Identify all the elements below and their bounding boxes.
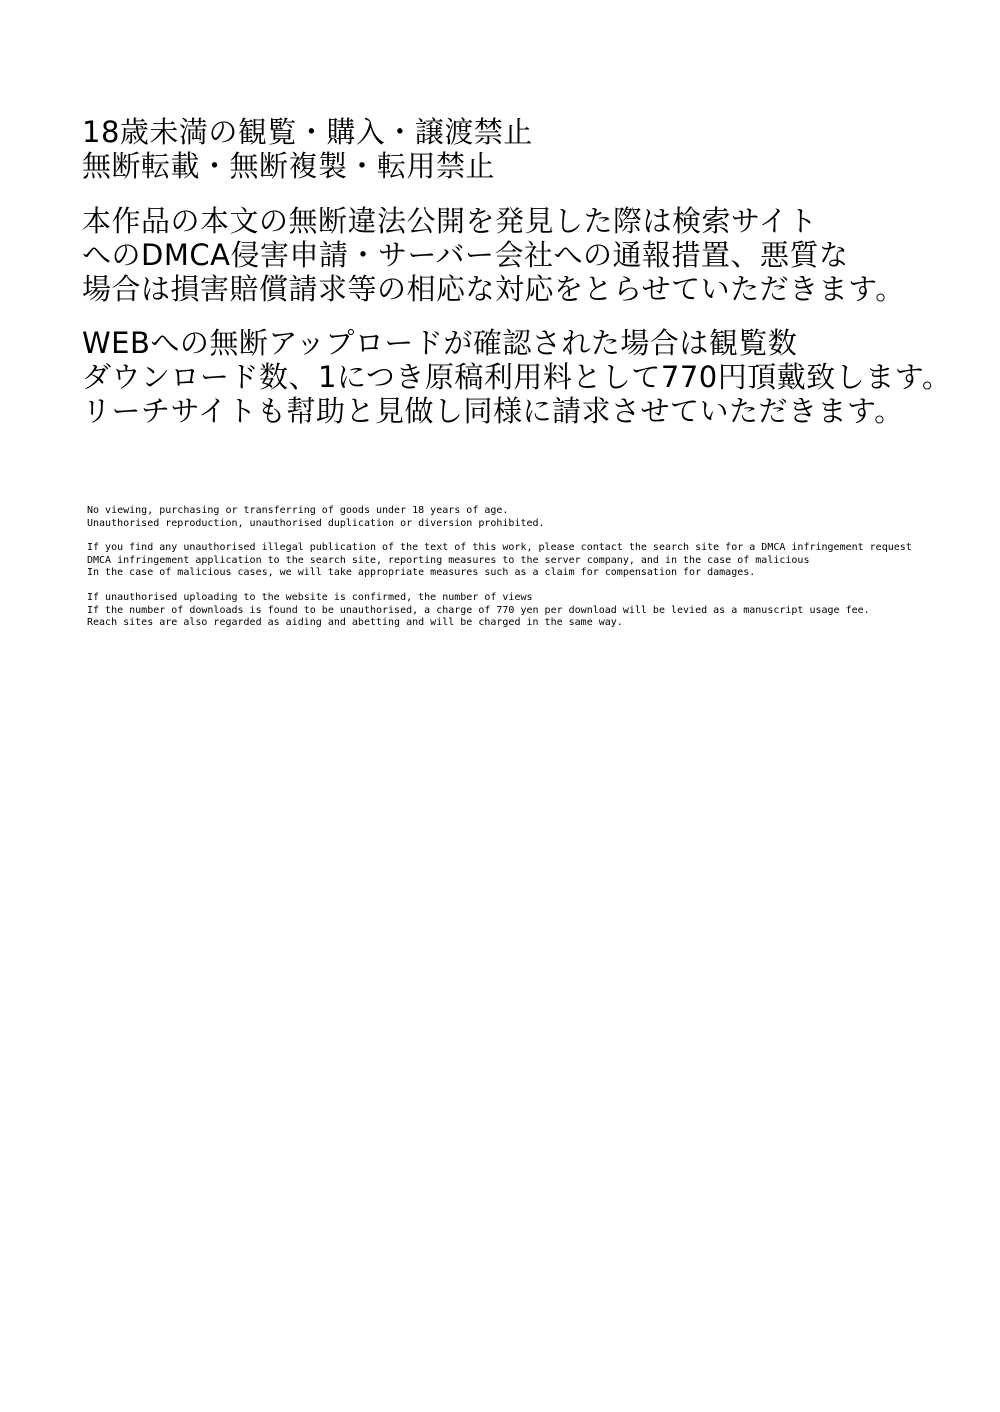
en-notice-line: In the case of malicious cases, we will take appropriate measures such as a claim for compensation for damages. (87, 567, 756, 579)
jp-upload-fee-notice (82, 326, 982, 428)
en-notice-line: If unauthorised uploading to the website is confirmed, the number of views (87, 592, 533, 603)
en-notice-line: No viewing, purchasing or transferring of goods under 18 years of age. (87, 505, 509, 516)
en-notice-line: Unauthorised reproduction, unauthorised duplication or diversion prohibited. (87, 517, 545, 529)
jp-dmca-notice (82, 204, 982, 306)
jp-notice-line: 無断転載・無断複製・転用禁止 (82, 149, 496, 183)
jp-notice-line: 場合は損害賠償請求等の相応な対応をとらせていただきます。 (82, 272, 905, 306)
jp-notice-line: リーチサイトも幇助と見做し同様に請求させていただきます。 (82, 394, 904, 428)
en-notice-line: If the number of downloads is found to be unauthorised, a charge of 770 yen per download will be levied as a manuscript usage fee. (87, 604, 870, 616)
jp-notice-line: へのDMCA侵害申請・サーバー会社への通報措置、悪質な (82, 238, 849, 272)
jp-notice-line: WEBへの無断アップロードが確認された場合は観覧数 (82, 326, 798, 360)
en-notice-line: Reach sites are also regarded as aiding and abetting and will be charged in the same way. (87, 617, 623, 629)
en-notice-line: DMCA infringement application to the search site, reporting measures to the server company, and in the case of malicious (87, 554, 810, 566)
en-upload-fee-notice (87, 592, 967, 630)
jp-notice-line: 18歳未満の観覧・購入・譲渡禁止 (82, 115, 533, 149)
jp-notice-line: ダウンロード数、1につき原稿利用料として770円頂戴致します。 (82, 360, 952, 394)
en-age-restriction-notice (87, 505, 967, 530)
en-notice-line: If you find any unauthorised illegal publication of the text of this work, please contact the search site for a DMCA infringement request (87, 542, 912, 553)
en-dmca-notice (87, 542, 967, 580)
jp-age-restriction-notice (82, 115, 982, 183)
jp-notice-line: 本作品の本文の無断違法公開を発見した際は検索サイト (82, 204, 818, 238)
